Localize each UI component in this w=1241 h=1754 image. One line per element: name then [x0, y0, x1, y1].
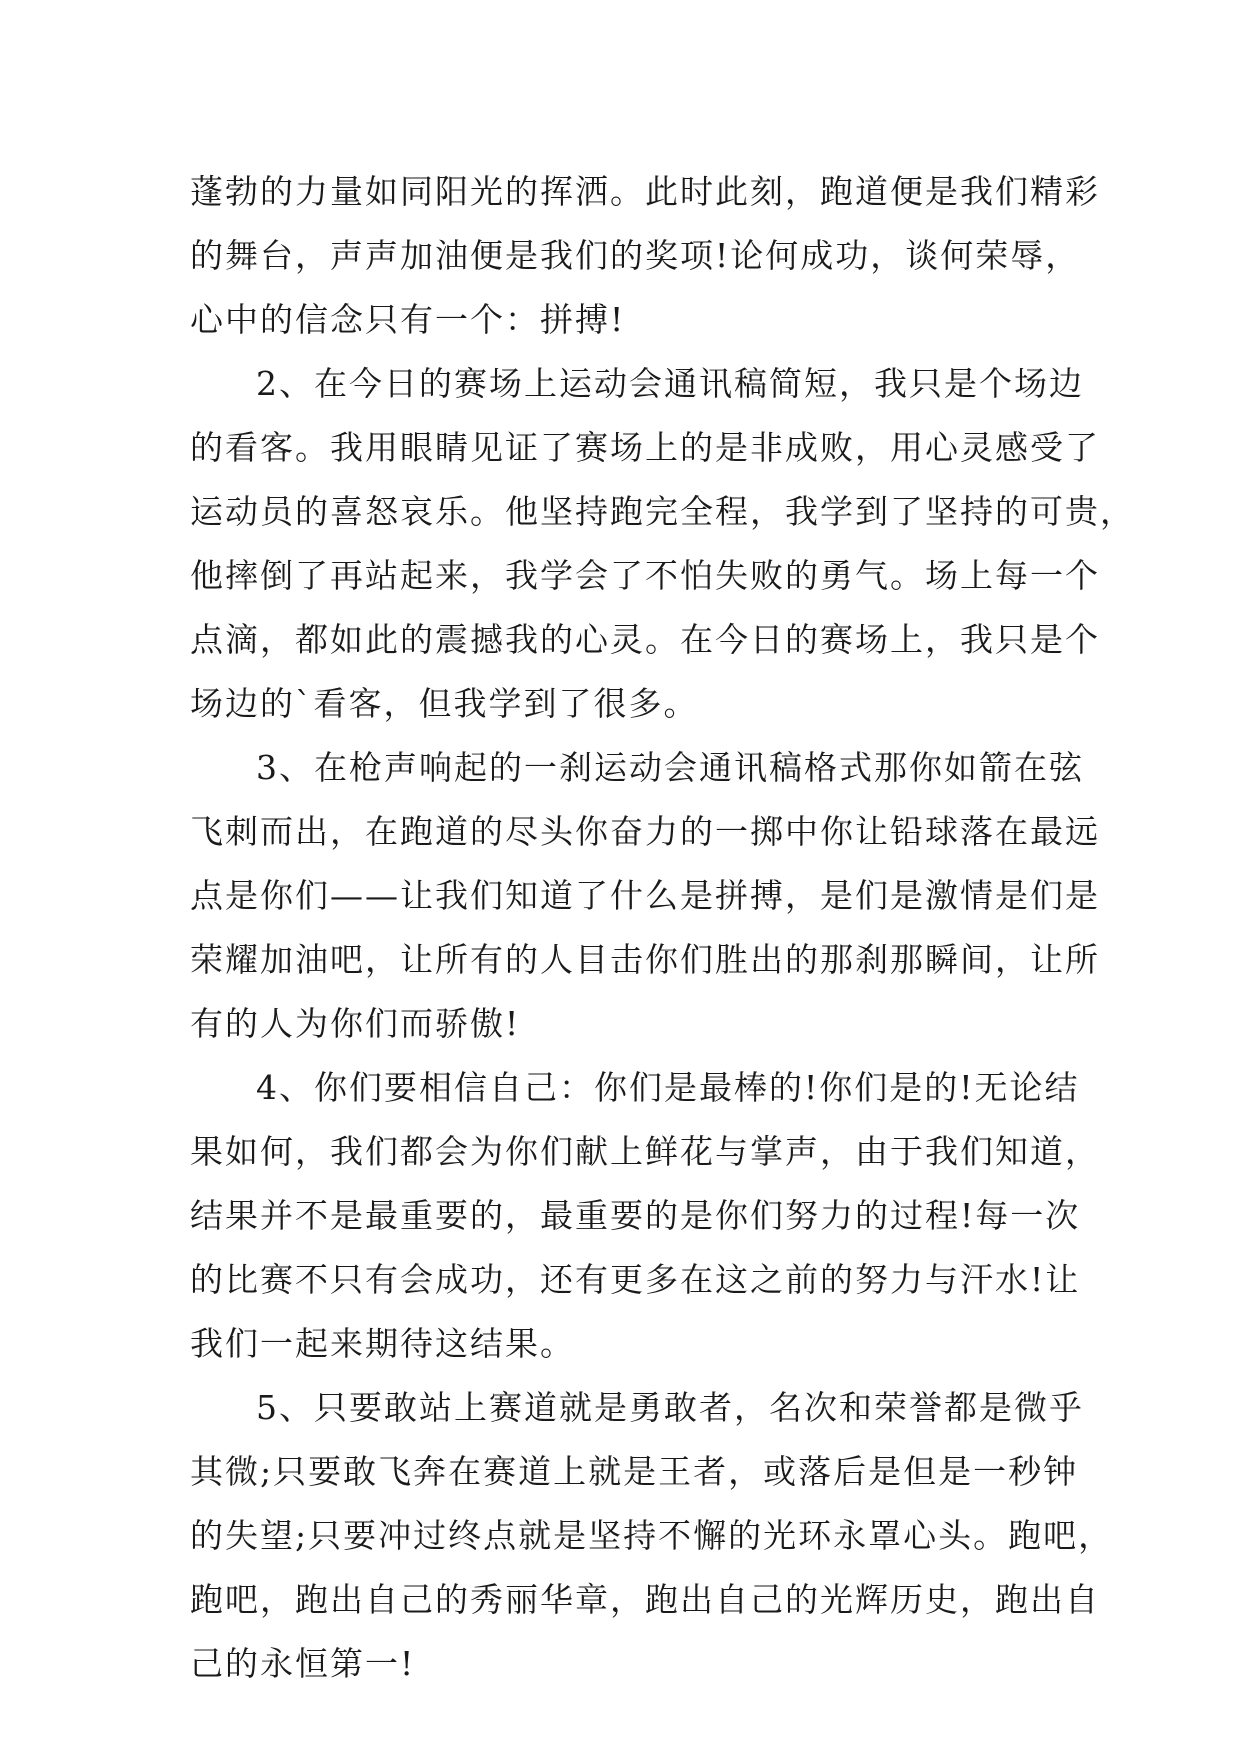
- paragraph-2-line-4: 他摔倒了再站起来，我学会了不怕失败的勇气。场上每一个: [190, 556, 1100, 595]
- paragraph-2-line-5: 点滴，都如此的震撼我的心灵。在今日的赛场上，我只是个: [190, 620, 1100, 659]
- paragraph-2-line-6: 场边的`看客，但我学到了很多。: [190, 684, 699, 723]
- paragraph-3-line-1: 3、在枪声响起的一刹运动会通讯稿格式那你如箭在弦: [256, 748, 1084, 787]
- paragraph-4-line-3: 结果并不是最重要的，最重要的是你们努力的过程!每一次: [190, 1196, 1081, 1235]
- paragraph-3-line-4: 荣耀加油吧，让所有的人目击你们胜出的那刹那瞬间，让所: [190, 940, 1100, 979]
- paragraph-3-line-5: 有的人为你们而骄傲!: [190, 1004, 521, 1043]
- paragraph-4-line-5: 我们一起来期待这结果。: [190, 1324, 575, 1363]
- paragraph-5-line-2: 其微;只要敢飞奔在赛道上就是王者，或落后是但是一秒钟: [190, 1452, 1079, 1491]
- paragraph-2-line-2: 的看客。我用眼睛见证了赛场上的是非成败，用心灵感受了: [190, 428, 1100, 467]
- paragraph-5-line-1: 5、只要敢站上赛道就是勇敢者，名次和荣誉都是微乎: [256, 1388, 1084, 1427]
- paragraph-1-line-2: 的舞台，声声加油便是我们的奖项!论何成功，谈何荣辱，: [190, 236, 1081, 275]
- paragraph-1-line-3: 心中的信念只有一个：拼搏!: [190, 300, 626, 339]
- paragraph-4-line-2: 果如何，我们都会为你们献上鲜花与掌声，由于我们知道，: [190, 1132, 1100, 1171]
- paragraph-2-line-1: 2、在今日的赛场上运动会通讯稿简短，我只是个场边: [256, 364, 1084, 403]
- paragraph-5-line-5: 己的永恒第一!: [190, 1644, 416, 1683]
- paragraph-3-line-3: 点是你们——让我们知道了什么是拼搏，是们是激情是们是: [190, 876, 1100, 915]
- paragraph-5-line-3: 的失望;只要冲过终点就是坚持不懈的光环永罩心头。跑吧，: [190, 1516, 1114, 1555]
- paragraph-2-line-3: 运动员的喜怒哀乐。他坚持跑完全程，我学到了坚持的可贵，: [190, 492, 1135, 531]
- paragraph-4-line-4: 的比赛不只有会成功，还有更多在这之前的努力与汗水!让: [190, 1260, 1081, 1299]
- document-body: [190, 160, 1135, 1696]
- paragraph-3-line-2: 飞刺而出，在跑道的尽头你奋力的一掷中你让铅球落在最远: [190, 812, 1100, 851]
- paragraph-5-line-4: 跑吧，跑出自己的秀丽华章，跑出自己的光辉历史，跑出自: [190, 1580, 1100, 1619]
- paragraph-4-line-1: 4、你们要相信自己：你们是最棒的!你们是的!无论结: [256, 1068, 1080, 1107]
- paragraph-1-line-1: 蓬勃的力量如同阳光的挥洒。此时此刻，跑道便是我们精彩: [190, 172, 1100, 211]
